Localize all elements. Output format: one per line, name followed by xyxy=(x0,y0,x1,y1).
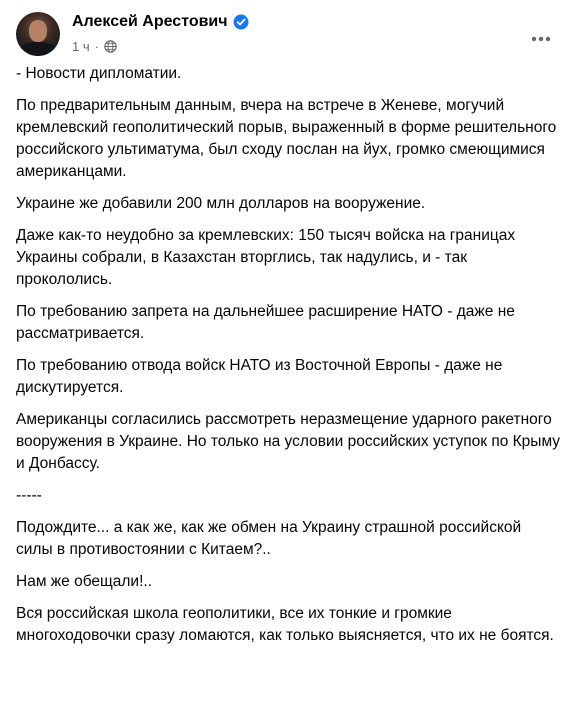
post-paragraph: По требованию запрета на дальнейшее расширение НАТО - даже не рассматривается. xyxy=(16,303,515,342)
meta-separator: · xyxy=(94,39,99,54)
post-meta xyxy=(72,39,117,54)
author-avatar[interactable] xyxy=(16,12,60,56)
post-divider-text: ----- xyxy=(16,487,42,504)
author-line xyxy=(72,13,249,31)
post-paragraph: По требованию отвода войск НАТО из Восточной Европы - даже не дискутируется. xyxy=(16,357,503,396)
post-text xyxy=(16,63,561,657)
avatar-shoulders xyxy=(20,42,56,56)
more-dots-icon xyxy=(531,29,551,35)
post-paragraph: Вся российская школа геополитики, все их тонкие и громкие многоходовочки сразу ломаются, как только выясняется, что их не боятся. xyxy=(16,605,554,644)
post-paragraph: Подождите... а как же, как же обмен на Украину страшной российской силы в противостоянии с Китаем?.. xyxy=(16,519,522,558)
post-paragraph: Нам же обещали!.. xyxy=(16,573,153,590)
verified-badge-icon xyxy=(233,14,249,30)
post-paragraph: По предварительным данным, вчера на встрече в Женеве, могучий кремлевский геополитический порыв, выраженный в форме решительного российского ультиматума, был сходу послан на йух, громко смеющимися американцами. xyxy=(16,97,557,180)
post-options-button[interactable] xyxy=(525,18,557,46)
post-paragraph: - Новости дипломатии. xyxy=(16,65,182,82)
post-timestamp-link[interactable]: 1 ч xyxy=(72,39,90,54)
avatar-face xyxy=(29,20,47,42)
post-paragraph: Американцы согласились рассмотреть неразмещение ударного ракетного вооружения в Украине. Но только на условии российских уступок по Крыму и Донбассу. xyxy=(16,411,561,472)
post-paragraph: Даже как-то неудобно за кремлевских: 150 тысяч войска на границах Украины собрали, в Казахстан вторглись, так надулись, и - так прокололись. xyxy=(16,227,516,288)
post-header xyxy=(16,8,561,60)
globe-icon[interactable] xyxy=(104,40,117,53)
author-name-link[interactable]: Алексей Арестович xyxy=(72,13,228,30)
post-paragraph: Украине же добавили 200 млн долларов на вооружение. xyxy=(16,195,426,212)
